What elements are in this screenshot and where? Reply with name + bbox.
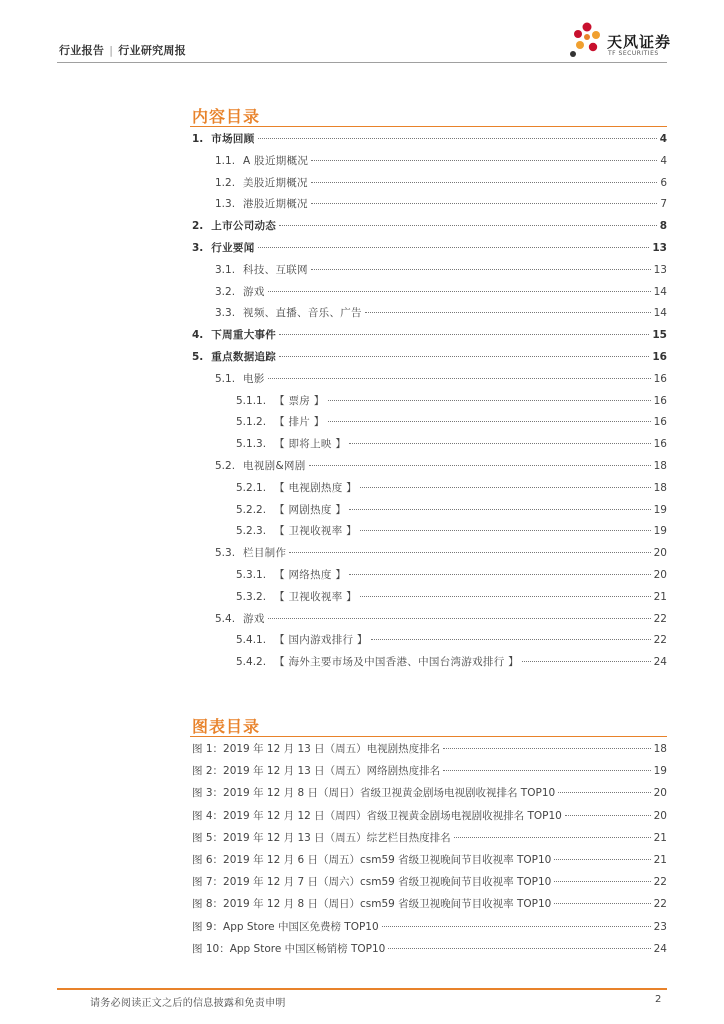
figure-entry-page: 22 (653, 898, 667, 911)
report-category (59, 42, 186, 58)
figures-title: 图表目录 (192, 717, 261, 736)
toc-entry-page: 15 (652, 329, 667, 342)
toc-entry-page: 4 (660, 154, 667, 167)
toc-dot-leader (360, 530, 651, 531)
toc-entry-label: 市场回顾 (211, 133, 255, 145)
toc-entry-page: 16 (653, 416, 667, 429)
toc-entry-label: 【 即将上映 】 (274, 438, 347, 451)
figure-entry[interactable] (192, 896, 667, 914)
toc-entry-number: 1.2. (215, 176, 236, 189)
figure-entry[interactable] (192, 874, 667, 892)
toc-entry-number: 5.1.1. (236, 394, 267, 407)
toc-entry-page: 4 (659, 133, 667, 145)
toc-dot-leader (365, 312, 651, 313)
flower-logo-icon (567, 18, 607, 62)
page-header (0, 0, 724, 70)
figure-entry-label: 图 2：2019 年 12 月 13 日（周五）网络剧热度排名 (192, 765, 441, 778)
toc-entry-number: 2. (192, 220, 204, 233)
figure-dot-leader (554, 881, 650, 882)
toc-entry-number: 5.2. (215, 460, 236, 472)
toc-entry-number: 5.2.3. (236, 525, 267, 538)
figure-entry[interactable] (192, 808, 667, 826)
toc-entry[interactable] (192, 327, 667, 345)
toc-entry-number: 5.2.2. (236, 503, 267, 516)
toc-title-rule (190, 126, 667, 127)
figure-entry[interactable] (192, 741, 667, 759)
toc-entry-page: 19 (653, 503, 667, 516)
figure-dot-leader (565, 815, 651, 816)
toc-entry[interactable] (215, 284, 667, 302)
figure-entry-page: 24 (653, 942, 667, 955)
toc-entry-label: 【 电视剧热度 】 (274, 481, 357, 494)
toc-entry-label: 【 卫视收视率 】 (274, 525, 357, 538)
toc-dot-leader (311, 182, 657, 183)
toc-dot-leader (311, 269, 651, 270)
toc-entry[interactable] (236, 414, 667, 432)
toc-entry[interactable] (236, 654, 667, 672)
logo-name: 天风证券 (607, 33, 672, 51)
toc-entry-label: 栏目制作 (243, 547, 287, 560)
toc-entry-page: 18 (653, 481, 667, 494)
toc-dot-leader (360, 596, 651, 597)
toc-entry-label: 美股近期概况 (243, 176, 308, 189)
toc-entry-label: 视频、直播、音乐、广告 (243, 307, 362, 320)
toc-entry-label: 【 网剧热度 】 (274, 503, 347, 516)
toc-dot-leader (268, 378, 651, 379)
toc-entry[interactable] (192, 240, 667, 258)
toc-dot-leader (258, 138, 657, 139)
toc-entry-label: 重点数据追踪 (211, 351, 277, 363)
toc-dot-leader (328, 400, 651, 401)
figure-entry-page: 22 (653, 876, 667, 889)
toc-entry-page: 16 (653, 372, 667, 385)
figure-entry[interactable] (192, 785, 667, 803)
toc-entry-number: 5.3.2. (236, 590, 267, 603)
toc-dot-leader (279, 334, 649, 335)
toc-entry-page: 20 (653, 547, 667, 560)
toc-entry-page: 7 (660, 198, 667, 211)
figure-entry[interactable] (192, 941, 667, 959)
toc-entry-number: 5.1.2. (236, 416, 267, 429)
toc-entry-label: 【 海外主要市场及中国香港、中国台湾游戏排行 】 (274, 656, 519, 669)
toc-entry[interactable] (215, 371, 667, 389)
figure-entry-page: 20 (653, 809, 667, 822)
figure-entry-label: 图 1：2019 年 12 月 13 日（周五）电视剧热度排名 (192, 743, 441, 755)
toc-dot-leader (289, 552, 650, 553)
toc-dot-leader (309, 465, 651, 466)
toc-entry-number: 4. (192, 329, 204, 342)
figure-entry[interactable] (192, 763, 667, 781)
toc-dot-leader (279, 225, 657, 226)
toc-entry-label: 行业要闻 (211, 242, 255, 254)
toc-entry[interactable] (192, 349, 667, 367)
toc-entry[interactable] (215, 545, 667, 563)
toc-entry[interactable] (236, 567, 667, 585)
toc-entry-label: 电影 (243, 372, 265, 385)
toc-title: 内容目录 (192, 107, 261, 126)
toc-dot-leader (258, 247, 650, 248)
figure-dot-leader (558, 792, 650, 793)
toc-entry-page: 21 (653, 590, 667, 603)
logo-subtitle: TF SECURITIES (608, 50, 659, 57)
toc-dot-leader (371, 639, 651, 640)
figure-entry-label: 图 9：App Store 中国区免费榜 TOP10 (192, 920, 379, 933)
header-divider (57, 62, 667, 63)
toc-entry-page: 13 (652, 242, 667, 254)
figure-entry-page: 19 (653, 765, 667, 778)
toc-entry-label: 【 网络热度 】 (274, 569, 347, 581)
toc-entry[interactable] (236, 480, 667, 498)
toc-entry-page: 19 (653, 525, 667, 538)
toc-entry-label: 电视剧&网剧 (243, 460, 306, 472)
toc-entry[interactable] (215, 458, 667, 476)
toc-entry-page: 22 (653, 634, 667, 647)
toc-entry-page: 14 (653, 285, 667, 298)
toc-dot-leader (349, 509, 650, 510)
toc-dot-leader (268, 618, 651, 619)
toc-entry-number: 5.1. (215, 372, 236, 385)
report-type: 行业报告 (59, 44, 105, 57)
toc-entry[interactable] (215, 175, 667, 193)
toc-dot-leader (522, 661, 651, 662)
figure-entry-page: 21 (653, 854, 667, 866)
header-separator: | (109, 44, 114, 57)
figure-entry[interactable] (192, 919, 667, 937)
toc-dot-leader (268, 291, 651, 292)
toc-entry-label: 下周重大事件 (211, 329, 277, 342)
toc-entry-number: 3. (192, 242, 204, 254)
toc-entry-label: 【 国内游戏排行 】 (274, 634, 368, 647)
toc-entry-number: 5.4.2. (236, 656, 267, 669)
company-logo (567, 18, 677, 62)
toc-entry-page: 16 (653, 438, 667, 451)
toc-dot-leader (279, 356, 649, 357)
toc-entry[interactable] (215, 262, 667, 280)
figure-entry-label: 图 3：2019 年 12 月 8 日（周日）省级卫视黄金剧场电视剧收视排名 TOP10 (192, 787, 556, 800)
toc-entry[interactable] (236, 436, 667, 454)
toc-entry-number: 5.4.1. (236, 634, 267, 647)
figure-entry-page: 20 (653, 787, 667, 800)
footer-divider (57, 988, 667, 990)
toc-entry-label: A 股近期概况 (243, 154, 309, 167)
toc-entry-number: 5.2.1. (236, 481, 267, 494)
figure-entry[interactable] (192, 830, 667, 848)
toc-entry-label: 科技、互联网 (243, 263, 308, 276)
toc-entry-page: 16 (653, 394, 667, 407)
figure-entry-label: 图 4：2019 年 12 月 12 日（周四）省级卫视黄金剧场电视剧收视排名 TOP10 (192, 809, 562, 822)
toc-entry-number: 1.1. (215, 154, 236, 167)
figure-entry-label: 图 5：2019 年 12 月 13 日（周五）综艺栏目热度排名 (192, 831, 451, 844)
toc-entry-number: 5.3. (215, 547, 236, 560)
figure-entry-page: 21 (653, 831, 667, 844)
toc-entry-number: 1. (192, 133, 204, 145)
toc-entry[interactable] (236, 589, 667, 607)
figure-dot-leader (382, 926, 651, 927)
toc-dot-leader (349, 574, 650, 575)
figure-entry-label: 图 7：2019 年 12 月 7 日（周六）csm59 省级卫视晚间节目收视率 TOP10 (192, 876, 552, 889)
toc-entry[interactable] (215, 196, 667, 214)
footer-disclaimer: 请务必阅读正文之后的信息披露和免责申明 (90, 998, 286, 1009)
toc-entry-label: 游戏 (243, 285, 265, 298)
toc-entry-page: 20 (653, 569, 667, 581)
figure-dot-leader (554, 903, 650, 904)
toc-entry-label: 【 排片 】 (274, 416, 325, 429)
toc-entry-number: 5. (192, 351, 204, 363)
toc-entry[interactable] (236, 523, 667, 541)
figure-entry-page: 18 (653, 743, 667, 755)
toc-entry-page: 14 (653, 307, 667, 320)
figure-entry-label: 图 10：App Store 中国区畅销榜 TOP10 (192, 942, 386, 955)
page-number: 2 (655, 994, 662, 1005)
figure-entry-label: 图 8：2019 年 12 月 8 日（周日）csm59 省级卫视晚间节目收视率 TOP10 (192, 898, 552, 911)
toc-entry-page: 6 (660, 176, 667, 189)
toc-dot-leader (349, 443, 650, 444)
toc-entry-page: 16 (652, 351, 667, 363)
toc-entry[interactable] (215, 153, 667, 171)
toc-entry-label: 港股近期概况 (243, 198, 308, 211)
toc-dot-leader (360, 487, 651, 488)
toc-entry-number: 3.2. (215, 285, 236, 298)
toc-entry[interactable] (236, 393, 667, 411)
toc-entry[interactable] (215, 305, 667, 323)
figure-dot-leader (554, 859, 650, 860)
figure-dot-leader (454, 837, 651, 838)
toc-entry-page: 22 (653, 612, 667, 625)
toc-entry-page: 13 (653, 263, 667, 276)
toc-entry-number: 3.3. (215, 307, 236, 320)
toc-dot-leader (311, 203, 657, 204)
toc-dot-leader (328, 421, 651, 422)
toc-entry[interactable] (192, 218, 667, 236)
figures-title-rule (190, 736, 667, 737)
toc-entry-number: 3.1. (215, 263, 236, 276)
toc-entry[interactable] (236, 502, 667, 520)
figure-entry-label: 图 6：2019 年 12 月 6 日（周五）csm59 省级卫视晚间节目收视率 TOP10 (192, 854, 552, 866)
toc-entry-page: 8 (659, 220, 667, 233)
report-subtype: 行业研究周报 (118, 44, 187, 57)
toc-entry-label: 【 卫视收视率 】 (274, 590, 357, 603)
figure-dot-leader (388, 948, 650, 949)
figure-entry-page: 23 (653, 920, 667, 933)
toc-entry[interactable] (236, 632, 667, 650)
toc-entry-label: 【 票房 】 (274, 394, 325, 407)
figure-entry[interactable] (192, 852, 667, 870)
toc-entry-label: 游戏 (243, 612, 265, 625)
toc-entry-number: 5.1.3. (236, 438, 267, 451)
toc-entry[interactable] (192, 131, 667, 149)
figure-dot-leader (443, 770, 650, 771)
toc-entry-page: 18 (653, 460, 667, 472)
toc-entry-page: 24 (653, 656, 667, 669)
toc-entry-number: 5.4. (215, 612, 236, 625)
toc-entry-number: 5.3.1. (236, 569, 267, 581)
toc-dot-leader (311, 160, 657, 161)
figure-dot-leader (443, 748, 650, 749)
toc-entry-label: 上市公司动态 (211, 220, 277, 233)
toc-entry[interactable] (215, 611, 667, 629)
toc-entry-number: 1.3. (215, 198, 236, 211)
